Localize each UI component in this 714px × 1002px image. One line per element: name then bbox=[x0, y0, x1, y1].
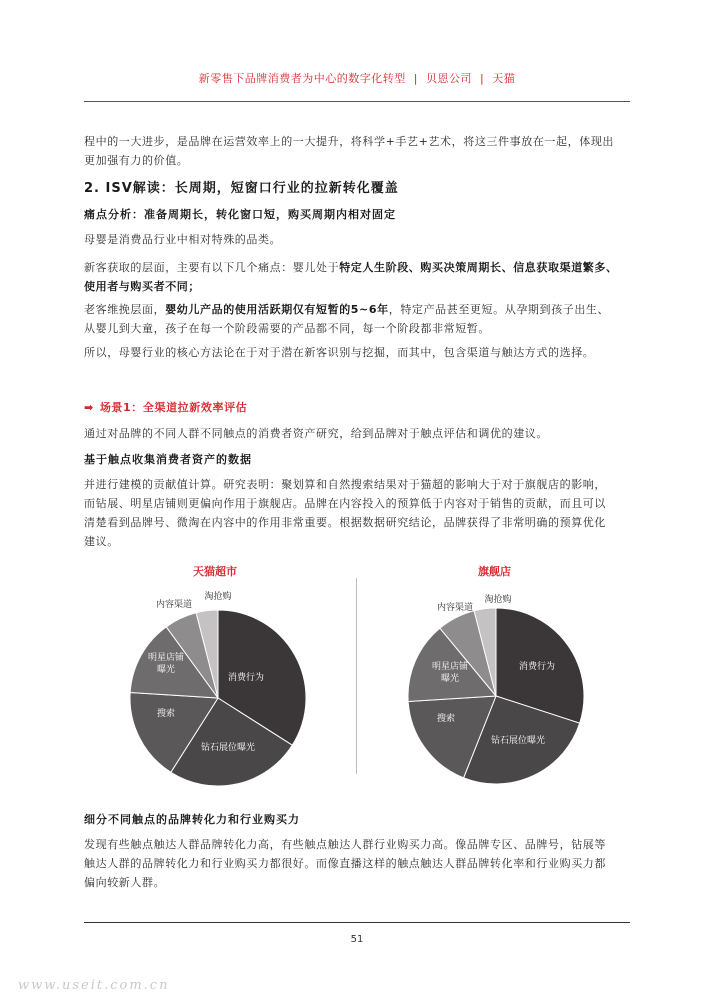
pie-label-consume: 消费行为 bbox=[518, 662, 556, 672]
paragraph-6 bbox=[84, 475, 634, 551]
pie-chart-flagship-store bbox=[406, 595, 586, 787]
pie-label-star-store: 曝光 bbox=[156, 665, 176, 675]
pie-label-content: 内容渠道 bbox=[436, 603, 474, 613]
header-report-title: 新零售下品牌消费者为中心的数字化转型 bbox=[198, 72, 406, 85]
watermark-text: www.useit.com.cn bbox=[18, 978, 170, 993]
data-heading: 基于触点收集消费者资产的数据 bbox=[84, 453, 252, 466]
p7-line: 偏向较新人群。 bbox=[84, 876, 166, 889]
chart-title-right: 旗舰店 bbox=[478, 565, 511, 578]
arrow-right-icon: ➡ bbox=[84, 401, 94, 414]
p6-line: 而钻展、明星店铺则更偏向作用于旗舰店。品牌在内容投入的预算低于内容对于销售的贡献，而且可以 bbox=[84, 497, 606, 510]
p6-line: 清楚看到品牌号、微淘在内容中的作用非常重要。根据数据研究结论，品牌获得了非常明确的预算优化 bbox=[84, 516, 606, 529]
header-separator: | bbox=[480, 72, 485, 85]
p3-text: 从婴儿到大童，孩子在每一个阶段需要的产品都不同，每一个阶段都非常短暂。 bbox=[84, 322, 490, 335]
conversion-heading: 细分不同触点的品牌转化力和行业购买力 bbox=[84, 813, 300, 826]
pain-point-heading: 痛点分析：准备周期长，转化窗口短，购买周期内相对固定 bbox=[84, 208, 396, 221]
paragraph-2 bbox=[84, 258, 634, 296]
intro-line: 程中的一大进步，是品牌在运营效率上的一大提升，将科学+手艺+艺术，将这三件事放在一起，体现出 bbox=[84, 135, 615, 148]
chart-divider bbox=[356, 578, 357, 774]
page-number: 51 bbox=[350, 934, 364, 945]
p2-text: 新客获取的层面，主要有以下几个痛点：婴儿处于 bbox=[84, 261, 340, 274]
pie-label-diamond: 钻石展位曝光 bbox=[490, 736, 546, 746]
intro-paragraph bbox=[84, 132, 634, 170]
p7-line: 触达人群的品牌转化力和行业购买力都很好。而像直播这样的触点触达人群品牌转化率和行业购买力都 bbox=[84, 857, 606, 870]
pie-label-star-store: 曝光 bbox=[440, 674, 460, 684]
header-rule bbox=[84, 101, 630, 102]
chart-title-left: 天猫超市 bbox=[193, 565, 237, 578]
pie-label-star-store: 明星店铺 bbox=[147, 653, 185, 663]
p3-text: 老客维挽层面， bbox=[84, 303, 166, 316]
pie-label-content: 内容渠道 bbox=[155, 600, 193, 610]
running-header bbox=[0, 70, 714, 86]
scene-heading bbox=[84, 399, 247, 415]
paragraph-5: 通过对品牌的不同人群不同触点的消费者资产研究，给到品牌对于触点评估和调优的建议。 bbox=[84, 427, 548, 440]
section-title: 2. ISV解读：长周期，短窗口行业的拉新转化覆盖 bbox=[84, 181, 399, 196]
pie-label-star-store: 明星店铺 bbox=[431, 662, 469, 672]
paragraph-3 bbox=[84, 300, 634, 338]
paragraph-4: 所以，母婴行业的核心方法论在于对于潜在新客识别与挖掘，而其中，包含渠道与触达方式的选择。 bbox=[84, 346, 595, 359]
p3-text: ，特定产品甚至更短。从孕期到孩子出生、 bbox=[388, 303, 610, 316]
p2-bold: 特定人生阶段、购买决策周期长、信息获取渠道繁多、 bbox=[339, 261, 618, 274]
scene-title: 场景1：全渠道拉新效率评估 bbox=[99, 401, 248, 414]
pie-label-search: 搜索 bbox=[436, 714, 456, 724]
header-separator: | bbox=[413, 72, 418, 85]
p6-line: 建议。 bbox=[84, 535, 119, 548]
pie-label-flash-sale: 淘抢购 bbox=[204, 592, 232, 602]
footer-rule bbox=[84, 922, 630, 923]
pie-label-flash-sale: 淘抢购 bbox=[484, 595, 512, 605]
header-author: 贝恩公司 bbox=[426, 72, 472, 85]
intro-line: 更加强有力的价值。 bbox=[84, 154, 189, 167]
paragraph-1: 母婴是消费品行业中相对特殊的品类。 bbox=[84, 233, 282, 246]
p6-line: 并进行建模的贡献值计算。研究表明：聚划算和自然搜索结果对于猫超的影响大于对于旗舰店的影响， bbox=[84, 478, 606, 491]
p3-bold: 婴幼儿产品的使用活跃期仅有短暂的5~6年 bbox=[165, 303, 389, 316]
p7-line: 发现有些触点触达人群品牌转化力高，有些触点触达人群行业购买力高。像品牌专区、品牌号，钻展等 bbox=[84, 838, 606, 851]
pie-label-consume: 消费行为 bbox=[227, 673, 265, 683]
p2-bold: 使用者与购买者不同； bbox=[84, 280, 200, 293]
paragraph-7 bbox=[84, 835, 634, 892]
pie-label-diamond: 钻石展位曝光 bbox=[200, 743, 256, 753]
header-partner: 天猫 bbox=[492, 72, 516, 85]
pie-chart-tmall-supermarket bbox=[128, 592, 328, 808]
pie-label-search: 搜索 bbox=[156, 709, 176, 719]
